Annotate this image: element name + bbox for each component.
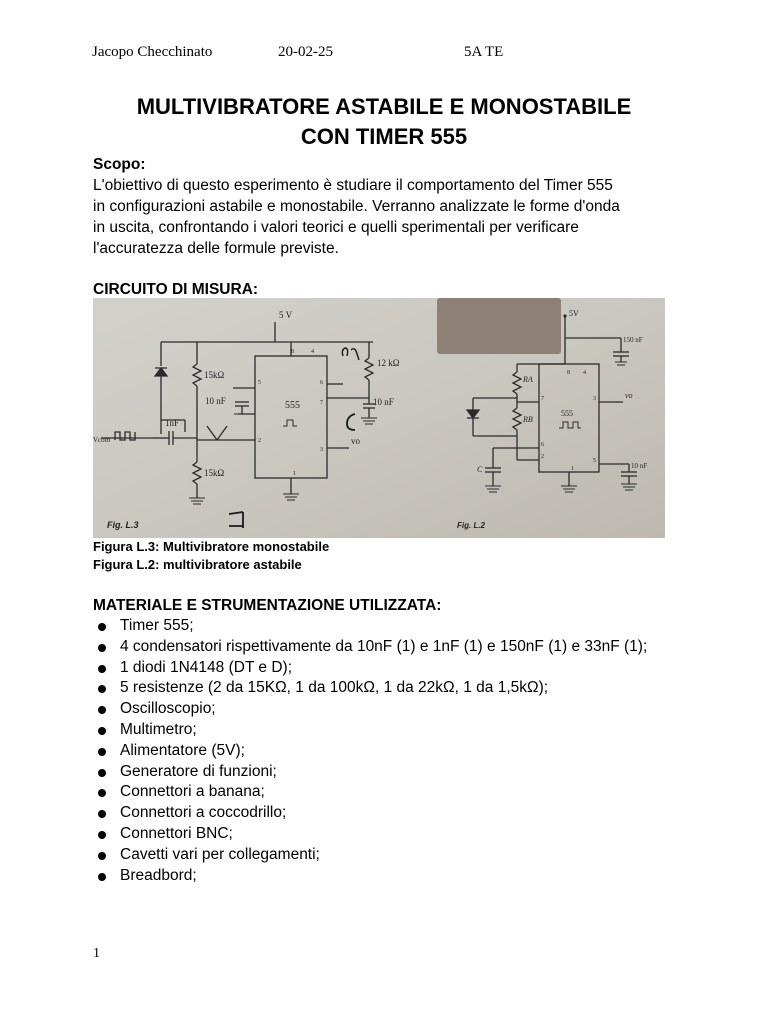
right-ra-label: RA [523,375,533,384]
right-chip-label: 555 [561,409,573,418]
right-c-top-label: 150 nF [623,336,643,344]
right-pin-8: 8 [567,370,570,376]
figure-caption-monostable: Figura L.3: Multivibratore monostabile [93,539,330,554]
list-item-text: Connettori BNC; [120,824,233,842]
bullet-icon [98,706,106,714]
left-r-right-label: 12 kΩ [377,358,400,368]
scope-line-4: l'accuratezza delle formule previste. [93,240,339,257]
bullet-icon [98,644,106,652]
right-supply-label: 5V [569,309,579,318]
figure-caption-astable: Figura L.2: multivibratore astabile [93,557,302,572]
bullet-icon [98,685,106,693]
left-c-out-label: 10 nF [373,397,394,407]
list-item [93,720,647,741]
right-pin-1: 1 [571,466,574,472]
bullet-icon [98,831,106,839]
list-item [93,803,647,824]
left-r-bottom-label: 15kΩ [204,468,225,478]
list-item-text: Cavetti vari per collegamenti; [120,845,320,863]
document-title [0,92,768,152]
left-chip-label: 555 [285,400,300,411]
bullet-icon [98,727,106,735]
left-pin-3: 3 [320,447,323,453]
left-supply-label: 5 V [279,310,293,320]
author-name: Jacopo Checchinato [92,44,213,60]
list-item [93,762,647,783]
title-line-1: MULTIVIBRATORE ASTABILE E MONOSTABILE [136,94,632,119]
circuit-schematics [93,298,665,538]
bullet-icon [98,852,106,860]
left-fig-label: Fig. L.3 [107,520,139,530]
page-number: 1 [93,946,100,961]
scope-heading: Scopo: [93,156,146,173]
list-item-text: Timer 555; [120,617,194,634]
list-item-text: Connettori a banana; [120,783,265,801]
scope-line-1: L'obiettivo di questo esperimento è studiare il comportamento del Timer 555 [93,177,613,194]
left-pin-1: 1 [293,471,296,477]
left-c-ctrl-label: 10 nF [205,396,226,406]
left-c-left-label: 1nF [165,418,180,428]
class-label: 5A TE [464,44,504,60]
list-item [93,824,647,845]
left-input-label: Vcom [93,436,111,444]
list-item-text: 5 resistenze (2 da 15KΩ, 1 da 100kΩ, 1 da 22kΩ, 1 da 1,5kΩ); [120,679,549,697]
bullet-icon [98,873,106,881]
right-c-right-label: 10 nF [631,462,648,470]
list-item [93,637,647,658]
left-r-top-label: 15kΩ [204,370,225,380]
right-fig-label: Fig. L.2 [457,521,485,530]
redaction-block [437,298,561,354]
list-item [93,699,647,720]
scope-line-2: in configurazioni astabile e monostabile. Verranno analizzate le forme d'onda [93,198,620,215]
left-pin-7: 7 [320,400,323,406]
circuit-figure [93,298,665,538]
right-pin-7: 7 [541,396,544,402]
right-c-main-label: C [477,465,483,474]
list-item [93,741,647,762]
document-date: 20-02-25 [278,44,333,60]
title-line-2: CON TIMER 555 [300,124,468,149]
left-pin-6: 6 [320,380,323,386]
right-output-label: vo [625,391,633,400]
scope-section [93,154,693,259]
left-pin-8: 8 [291,349,294,355]
bullet-icon [98,748,106,756]
right-rb-label: RB [523,415,533,424]
bullet-icon [98,769,106,777]
materials-heading: MATERIALE E STRUMENTAZIONE UTILIZZATA: [93,597,442,614]
right-pin-6: 6 [541,442,544,448]
left-pin-5: 5 [258,380,261,386]
list-item-text: Generatore di funzioni; [120,762,277,780]
right-pin-4: 4 [583,370,586,376]
left-output-label: vo [351,436,360,446]
list-item [93,658,647,679]
bullet-icon [98,665,106,673]
list-item-text: Multimetro; [120,720,197,738]
list-item-text: Alimentatore (5V); [120,741,245,759]
scope-line-3: in uscita, confrontando i valori teorici e quelli sperimentali per verificare [93,219,579,236]
list-item [93,866,647,887]
bullet-icon [98,789,106,797]
list-item-text: 1 diodi 1N4148 (DT e D); [120,658,293,676]
left-pin-2: 2 [258,438,261,444]
right-pin-3: 3 [593,396,596,402]
list-item-text: Breadbord; [120,866,197,884]
list-item [93,845,647,866]
right-pin-5: 5 [593,458,596,464]
left-pin-4: 4 [311,349,314,355]
list-item [93,616,647,637]
bullet-icon [98,810,106,818]
list-item-text: 4 condensatori rispettivamente da 10nF (1) e 1nF (1) e 150nF (1) e 33nF (1); [120,637,648,655]
list-item-text: Oscilloscopio; [120,700,216,718]
list-item [93,678,647,699]
materials-list [93,616,647,886]
list-item-text: Connettori a coccodrillo; [120,804,287,822]
bullet-icon [98,623,106,631]
right-pin-2: 2 [541,454,544,460]
list-item [93,782,647,803]
circuit-heading: CIRCUITO DI MISURA: [93,281,259,298]
